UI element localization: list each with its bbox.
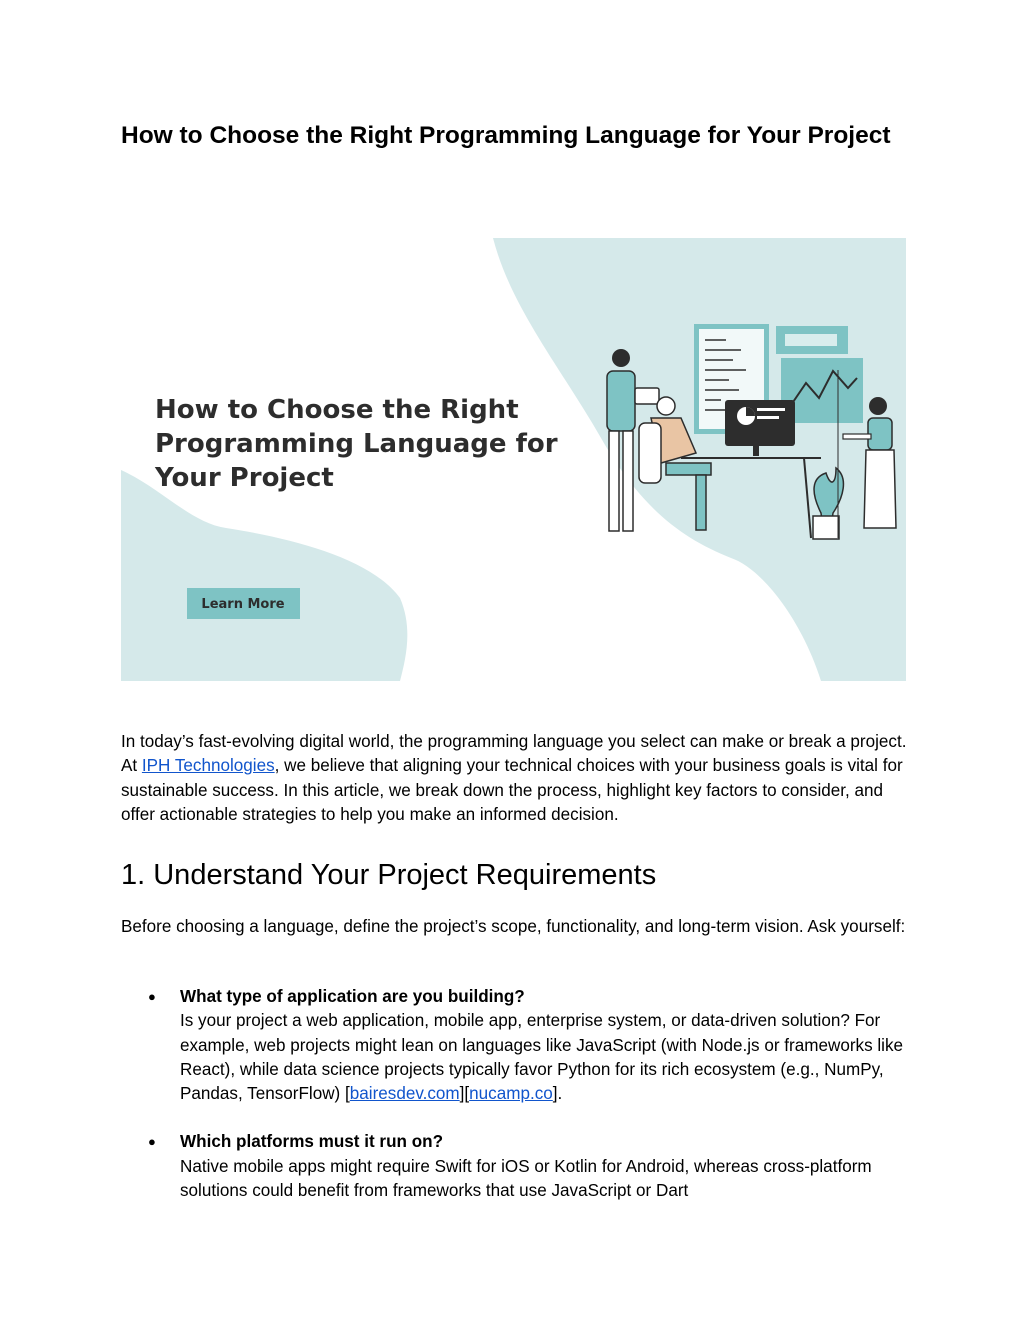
nucamp-link[interactable]: nucamp.co	[469, 1084, 553, 1104]
iph-technologies-link[interactable]: IPH Technologies	[141, 756, 275, 776]
banner-blob-right	[493, 238, 906, 681]
list-item-question: Which platforms must it run on?	[180, 1132, 444, 1152]
section-heading: 1. Understand Your Project Requirements	[121, 859, 657, 891]
list-item-separator: ][	[459, 1084, 470, 1104]
learn-more-label: Learn More	[201, 597, 285, 612]
list-item-text: Native mobile apps might require Swift for iOS or Kotlin for Android, whereas cross‑platform solutions could benefit from frameworks that use JavaScript or Dart	[180, 1156, 872, 1201]
bullet-icon: ●	[148, 989, 156, 1004]
list-item-end: ].	[552, 1084, 563, 1104]
list-item-question: What type of application are you building?	[180, 987, 525, 1006]
page-title: How to Choose the Right Programming Language for Your Project	[121, 122, 891, 149]
intro-text-before: In today’s fast‑evolving digital world, the programming language you select can make or break a project. At	[121, 732, 907, 776]
intro-paragraph	[121, 730, 911, 827]
banner-heading-line-1: How to Choose the Right	[155, 395, 519, 425]
banner-blob-left	[121, 470, 407, 681]
list-item	[121, 985, 911, 1106]
list-item	[121, 1130, 911, 1203]
banner-image	[121, 238, 906, 681]
list-item-text	[180, 1009, 911, 1106]
learn-more-button[interactable]	[187, 588, 300, 619]
banner-heading-line-3: Your Project	[155, 463, 334, 493]
requirements-list	[121, 985, 911, 1203]
section-intro: Before choosing a language, define the project’s scope, functionality, and long‑term vision. Ask yourself:	[121, 917, 906, 936]
intro-text-after: , we believe that aligning your technical choices with your business goals is vital for sustainable success. In this article, we break down the process, highlight key factors to consider, and offer actionable strategies to help you make an informed decision.	[121, 756, 903, 824]
banner-heading-line-2: Programming Language for	[155, 429, 558, 459]
bairesdev-link[interactable]: bairesdev.com	[349, 1084, 460, 1104]
list-item-body: Is your project a web application, mobile app, enterprise system, or data‑driven solution? For example, web projects might lean on languages like JavaScript (with Node.js or frameworks like React), while data science projects typically favor Python for its rich ecosystem (e.g., NumPy, Pandas, TensorFlow) [	[180, 1011, 904, 1104]
bullet-icon: ●	[148, 1134, 156, 1150]
